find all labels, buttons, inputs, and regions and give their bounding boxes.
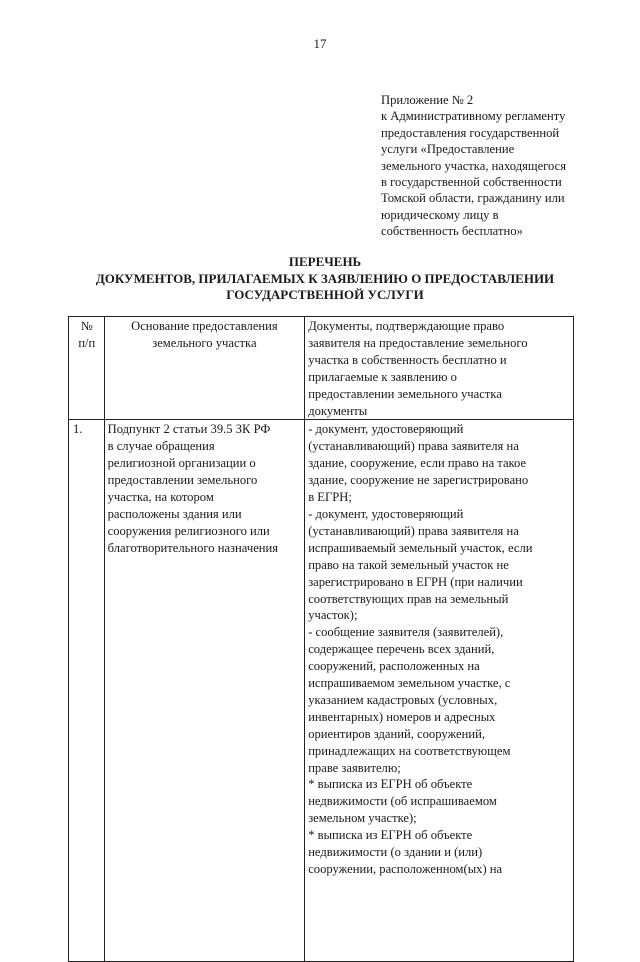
header-number-cell: [69, 317, 105, 420]
document-line: * выписка из ЕГРН об объекте: [308, 777, 473, 792]
document-line: сооружении, расположенном(ых) на: [308, 862, 503, 876]
header-line: Документы, подтверждающие право: [308, 319, 505, 333]
header-line: п/п: [78, 335, 96, 350]
document-line: (устанавливающий) права заявителя на: [308, 523, 519, 538]
appendix-reference: [381, 92, 611, 240]
document-line: здание, сооружение, если право на такое: [308, 456, 527, 471]
row-documents-cell: [305, 420, 574, 962]
document-title: [60, 254, 590, 304]
appendix-line: предоставления государственной: [381, 125, 560, 140]
document-line: сооружений, расположенных на: [308, 659, 480, 674]
document-line: принадлежащих на соответствующем: [308, 743, 511, 758]
document-line: инвентарных) номеров и адресных: [308, 709, 496, 724]
basis-line: расположены здания или: [107, 506, 242, 521]
documents-table: [68, 316, 574, 962]
appendix-line: собственность бесплатно»: [381, 224, 523, 239]
header-line: документы: [308, 403, 368, 418]
document-line: ориентиров зданий, сооружений,: [308, 726, 485, 741]
document-line: зарегистрировано в ЕГРН (при наличии: [308, 574, 523, 589]
document-line: в ЕГРН;: [308, 490, 352, 505]
header-documents-cell: [305, 317, 574, 420]
basis-line: благотворительного назначения: [107, 540, 279, 555]
table-row: [69, 420, 574, 962]
row-basis-cell: [104, 420, 305, 962]
header-line: №: [80, 319, 93, 333]
appendix-line: земельного участка, находящегося: [381, 158, 567, 173]
appendix-line: к Административному регламенту: [381, 109, 566, 124]
header-line: предоставлении земельного участка: [308, 386, 502, 401]
document-line: - документ, удостоверяющий: [308, 422, 464, 437]
document-line: участок);: [308, 608, 358, 623]
document-line: испрашиваемый земельный участок, если: [308, 540, 533, 555]
appendix-line: Приложение № 2: [381, 93, 474, 107]
header-line: Основание предоставления: [131, 319, 278, 333]
basis-line: Подпункт 2 статьи 39.5 ЗК РФ: [107, 422, 271, 437]
document-line: соответствующих прав на земельный: [308, 591, 509, 606]
document-line: праве заявителю;: [308, 760, 401, 775]
row-number-cell: 1.: [69, 420, 105, 962]
appendix-line: услуги «Предоставление: [381, 142, 515, 157]
page-number: 17: [313, 36, 327, 51]
document-line: * выписка из ЕГРН об объекте: [308, 828, 473, 843]
header-line: участка в собственность бесплатно и: [308, 352, 507, 367]
document-line: недвижимости (об испрашиваемом: [308, 794, 497, 809]
document-line: - сообщение заявителя (заявителей),: [308, 625, 504, 640]
document-line: испрашиваемом земельном участке, с: [308, 676, 511, 691]
document-line: здание, сооружение не зарегистрировано: [308, 473, 529, 488]
table-header-row: [69, 317, 574, 420]
header-line: прилагаемые к заявлению о: [308, 369, 457, 384]
title-line: ДОКУМЕНТОВ, ПРИЛАГАЕМЫХ К ЗАЯВЛЕНИЮ О ПРЕДОСТАВЛЕНИИ: [95, 270, 555, 286]
header-line: заявителя на предоставление земельного: [308, 335, 528, 350]
document-line: содержащее перечень всех зданий,: [308, 642, 495, 657]
basis-line: религиозной организации о: [107, 456, 256, 471]
document-line: (устанавливающий) права заявителя на: [308, 439, 519, 454]
basis-line: сооружения религиозного или: [107, 523, 270, 538]
title-line: ГОСУДАРСТВЕННОЙ УСЛУГИ: [226, 287, 424, 302]
appendix-line: в государственной собственности: [381, 175, 562, 190]
document-line: - документ, удостоверяющий: [308, 506, 464, 521]
basis-line: в случае обращения: [107, 439, 215, 454]
document-line: право на такой земельный участок не: [308, 557, 509, 572]
document-line: недвижимости (о здании и (или): [308, 845, 483, 860]
header-basis-cell: [104, 317, 305, 420]
header-line: земельного участка: [152, 335, 257, 350]
appendix-line: юридическому лицу в: [381, 207, 499, 222]
basis-line: предоставлении земельного: [107, 473, 258, 488]
document-line: указанием кадастровых (условных,: [308, 692, 498, 707]
document-line: земельном участке);: [308, 811, 417, 826]
title-line: ПЕРЕЧЕНЬ: [288, 254, 362, 269]
basis-line: участка, на котором: [107, 490, 214, 505]
appendix-line: Томской области, гражданину или: [381, 191, 565, 206]
